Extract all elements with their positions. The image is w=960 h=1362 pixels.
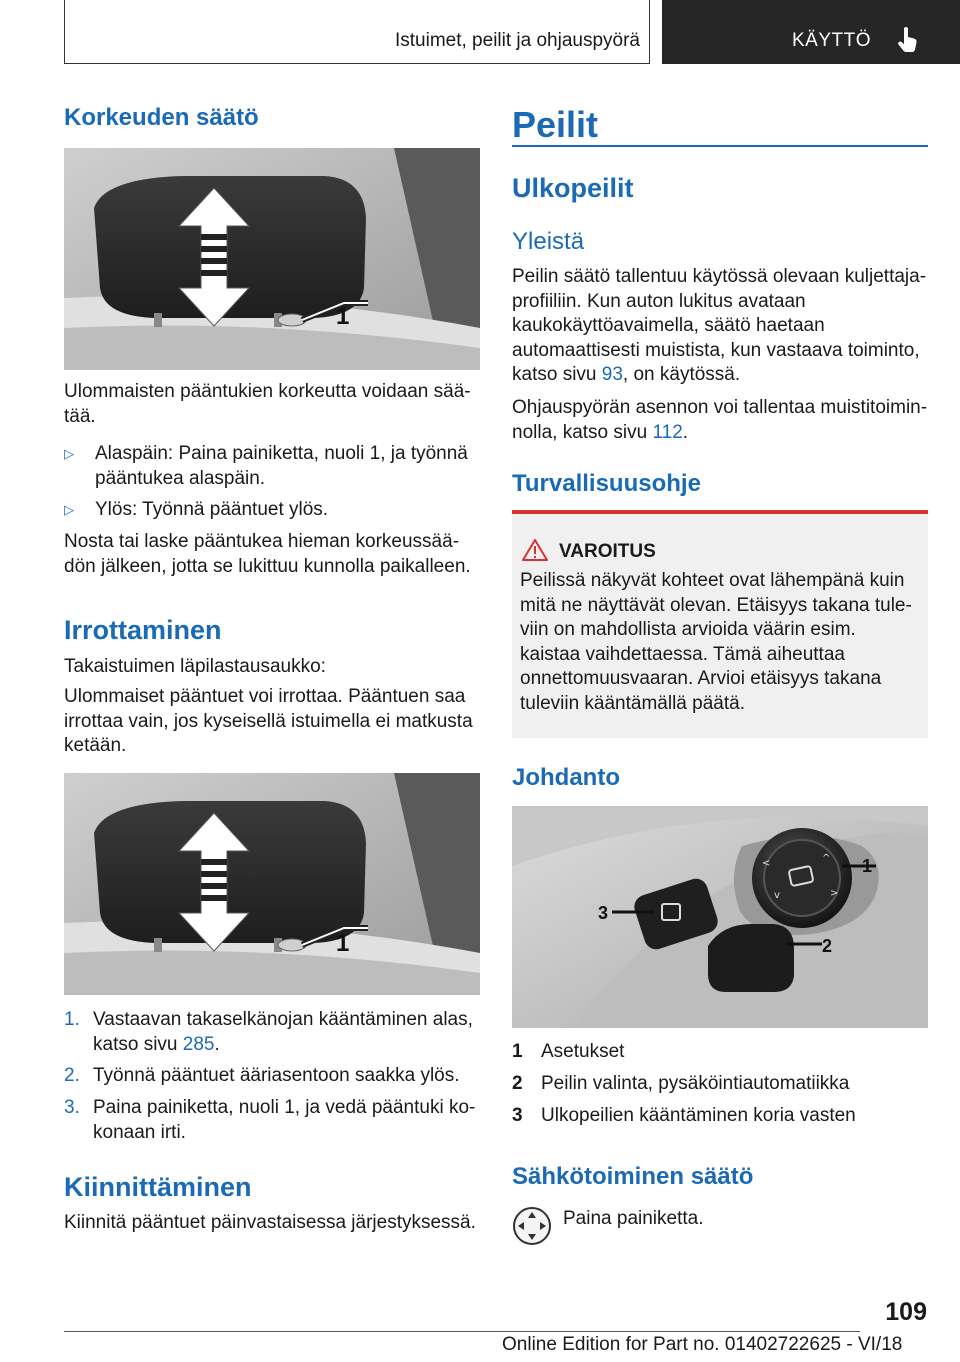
mirror-controls-figure [512,806,928,1028]
warning-box [512,510,928,738]
figure-callout-1: 1 [336,303,350,330]
warning-triangle-icon [522,538,548,562]
figure-callout-3: 3 [598,903,609,923]
removal-text-2: Ulommaiset pääntuet voi irrottaa. Pääntuen saa irrottaa vain, jos kyseisellä istuimella ei matkusta ketään. [64,686,473,756]
figure-callout-2: 2 [822,936,833,956]
svg-text:<: < [762,858,771,869]
general-text-1: Peilin säätö tallentuu käytössä olevaan kuljettajaprofiiliin. Kun auton lukitus avataan kaukokäyttöavaimella, säätö haetaan automaattisesti muistista, kun vastaava toiminto, katso sivu 93, on käytössä. [512,266,927,385]
svg-text:^: ^ [822,853,831,864]
warning-title: VAROITUS [559,541,656,562]
chapter-title: KÄYTTÖ [792,30,872,51]
warning-text: Peilissä näkyvät kohteet ovat lähempänä kuin mitä ne näyttävät olevan. Etäisyys takana tuleviin on mahdollista arvioida väärin esim. kaistaa vaihdettaessa. Tämä aiheuttaa onnettomuusvaaran. Arvioi etäisyys takana tuleviin kääntämällä päätä. [520,570,912,714]
list-item: 1. Vastaavan takaselkänojan kääntäminen alas, katso sivu 285. [64,1009,473,1055]
list-item: ▷ Ylös: Työnnä pääntuet ylös. [64,498,480,524]
removal-text-1: Takaistuimen läpilastausaukko: [64,656,326,677]
hand-pointer-icon [896,26,920,54]
chapter-tab[interactable] [662,0,960,64]
legend-item: 2 Peilin valinta, pysäköintiautomatiikka [512,1073,850,1094]
footer-edition: Online Edition for Part no. 01402722625 - VI/18 [502,1334,903,1355]
triangle-bullet-icon: ▷ [64,446,74,461]
heading-safety: Turvallisuusohje [512,470,701,497]
heading-rule [512,145,928,147]
headrest-figure-2 [64,773,480,995]
legend-item: 1 Asetukset [512,1041,625,1062]
page-link-112[interactable]: 112 [652,421,683,443]
svg-text:v: v [774,890,780,901]
height-note-text: Nosta tai laske pääntukea hieman korkeussäädön jälkeen, jotta se lukittuu kunnolla paikalleen. [64,531,471,577]
list-item: ▷ Alaspäin: Paina painiketta, nuoli 1, ja työnnä pääntukea alaspäin. [64,443,468,489]
mirror-adjust-button-icon [512,1206,552,1246]
figure-callout-1: 1 [862,856,873,876]
headrest-figure-1 [64,148,480,370]
general-text-2: Ohjauspyörän asennon voi tallentaa muistitoiminnolla, katso sivu 112. [512,397,928,443]
svg-text:>: > [830,888,839,899]
legend-item: 3 Ulkopeilien kääntäminen koria vasten [512,1105,856,1126]
list-item: 2. Työnnä pääntuet ääriasentoon saakka ylös. [64,1065,460,1086]
page-link-285[interactable]: 285 [182,1033,215,1055]
page-link-93[interactable]: 93 [601,364,623,385]
heading-introduction: Johdanto [512,764,620,791]
heading-outer-mirrors: Ulkopeilit [512,173,634,203]
footer-rule [64,1331,860,1332]
heading-attaching: Kiinnittäminen [64,1172,252,1202]
heading-mirrors: Peilit [512,104,599,145]
height-intro-text: Ulommaisten pääntukien korkeutta voidaan säätää. [64,381,471,427]
heading-electric-adjustment: Sähkötoiminen säätö [512,1163,754,1190]
heading-height-adjustment: Korkeuden säätö [64,104,259,131]
list-item: 3. Paina painiketta, nuoli 1, ja vedä pääntuki kokonaan irti. [64,1097,476,1143]
figure-callout-1: 1 [336,930,350,957]
heading-removal: Irrottaminen [64,615,222,645]
triangle-bullet-icon: ▷ [64,502,74,517]
electric-adjustment-text: Paina painiketta. [563,1208,704,1229]
heading-general: Yleistä [512,228,585,255]
section-title: Istuimet, peilit ja ohjauspyörä [394,30,640,51]
page-number: 109 [885,1298,927,1326]
attaching-text: Kiinnitä pääntuet päinvastaisessa järjestyksessä. [64,1212,476,1233]
